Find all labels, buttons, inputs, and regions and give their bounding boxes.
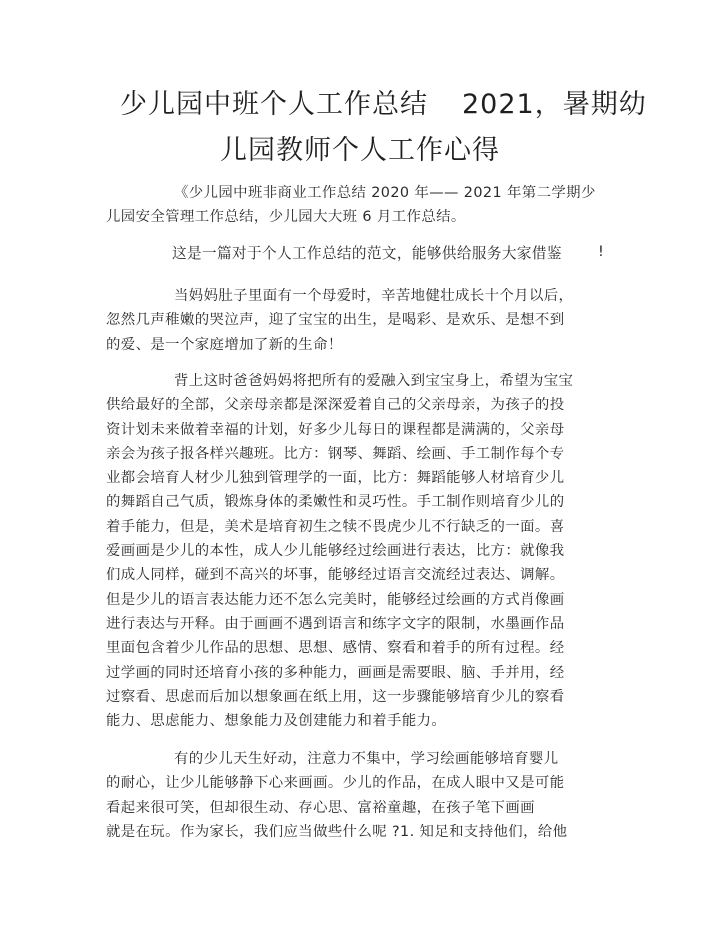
- text-line: 供给最好的全部，父亲母亲都是深深爱着自己的父亲母亲，为孩子的投: [106, 397, 565, 414]
- text-line: 《少儿园中班非商业工作总结 2020 年—— 2021 年第二学期少: [174, 185, 596, 201]
- paragraph-2: [106, 369, 606, 733]
- text-line: 的耐心，让少儿能够静下心来画画。少儿的作品，在成人眼中又是可能: [106, 775, 565, 792]
- page-title-line-2: 儿园教师个人工作心得: [220, 135, 500, 166]
- text-line: 但是少儿的语言表达能力还不怎么完美时，能够经过绘画的方式肖像画: [106, 591, 565, 608]
- page-title-line-1: [120, 88, 647, 122]
- text-line: 就是在玩。作为家长，我们应当做些什么呢 ?1. 知足和支持他们，给他: [106, 823, 568, 840]
- text-line: 亲会为孩子报各样兴趣班。比方：钢琴、舞蹈、绘画、手工制作每个专: [106, 445, 565, 462]
- text-line: 能力、思虑能力、想象能力及创建能力和着手能力。: [106, 713, 447, 730]
- paragraph-3: [106, 747, 606, 844]
- note-exclamation: !: [598, 243, 604, 260]
- text-line: 们成人同样，碰到不高兴的坏事，能够经过语言交流经过表达、调解。: [106, 567, 565, 584]
- text-line: 的舞蹈自己气质，锻炼身体的柔嫩性和灵巧性。手工制作则培育少儿的: [106, 494, 565, 511]
- text-line: 儿园安全管理工作总结，少儿园大大班 6 月工作总结。: [106, 209, 466, 226]
- intro-paragraph: [106, 181, 606, 230]
- page-title-year: 2021，暑期幼: [462, 89, 647, 120]
- text-line: 的爱、是一个家庭增加了新的生命！: [106, 336, 343, 353]
- note-line: 这是一篇对于个人工作总结的范文，能够供给服务大家借鉴: [172, 245, 562, 262]
- text-line: 过学画的同时还培育小孩的多种能力，画画是需要眼、脑、手并用，经: [106, 664, 565, 681]
- text-line: 有的少儿天生好动，注意力不集中，学习绘画能够培育婴儿: [174, 751, 559, 767]
- text-line: 里面包含着少儿作品的思想、思想、感情、察看和着手的所有过程。经: [106, 640, 565, 657]
- text-line: 过察看、思虑而后加以想象画在纸上用，这一步骤能够培育少儿的察看: [106, 688, 565, 705]
- text-line: 业都会培育人材少儿独到管理学的一面，比方：舞蹈能够人材培育少儿: [106, 470, 565, 487]
- text-line: 当妈妈肚子里面有一个母爱时，辛苦地健壮成长十个月以后，: [174, 288, 574, 304]
- page-title-text: 少儿园中班个人工作总结: [120, 89, 428, 120]
- text-line: 忽然几声稚嫩的哭泣声，迎了宝宝的出生，是喝彩、是欢乐、是想不到: [106, 312, 565, 329]
- text-line: 看起来很可笑，但却很生动、存心思、富裕童趣，在孩子笔下画画: [106, 799, 535, 816]
- text-line: 背上这时爸爸妈妈将把所有的爱融入到宝宝身上，希望为宝宝: [174, 373, 574, 389]
- text-line: 资计划未来做着幸福的计划，好多少儿每日的课程都是满满的，父亲母: [106, 421, 565, 438]
- text-line: 进行表达与开释。由于画画不遇到语言和练字文字的限制，水墨画作品: [106, 615, 565, 632]
- text-line: 爱画画是少儿的本性，成人少儿能够经过绘画进行表达，比方：就像我: [106, 543, 565, 560]
- text-line: 着手能力，但是，美术是培育初生之犊不畏虎少儿不行缺乏的一面。喜: [106, 518, 565, 535]
- paragraph-1: [106, 284, 606, 357]
